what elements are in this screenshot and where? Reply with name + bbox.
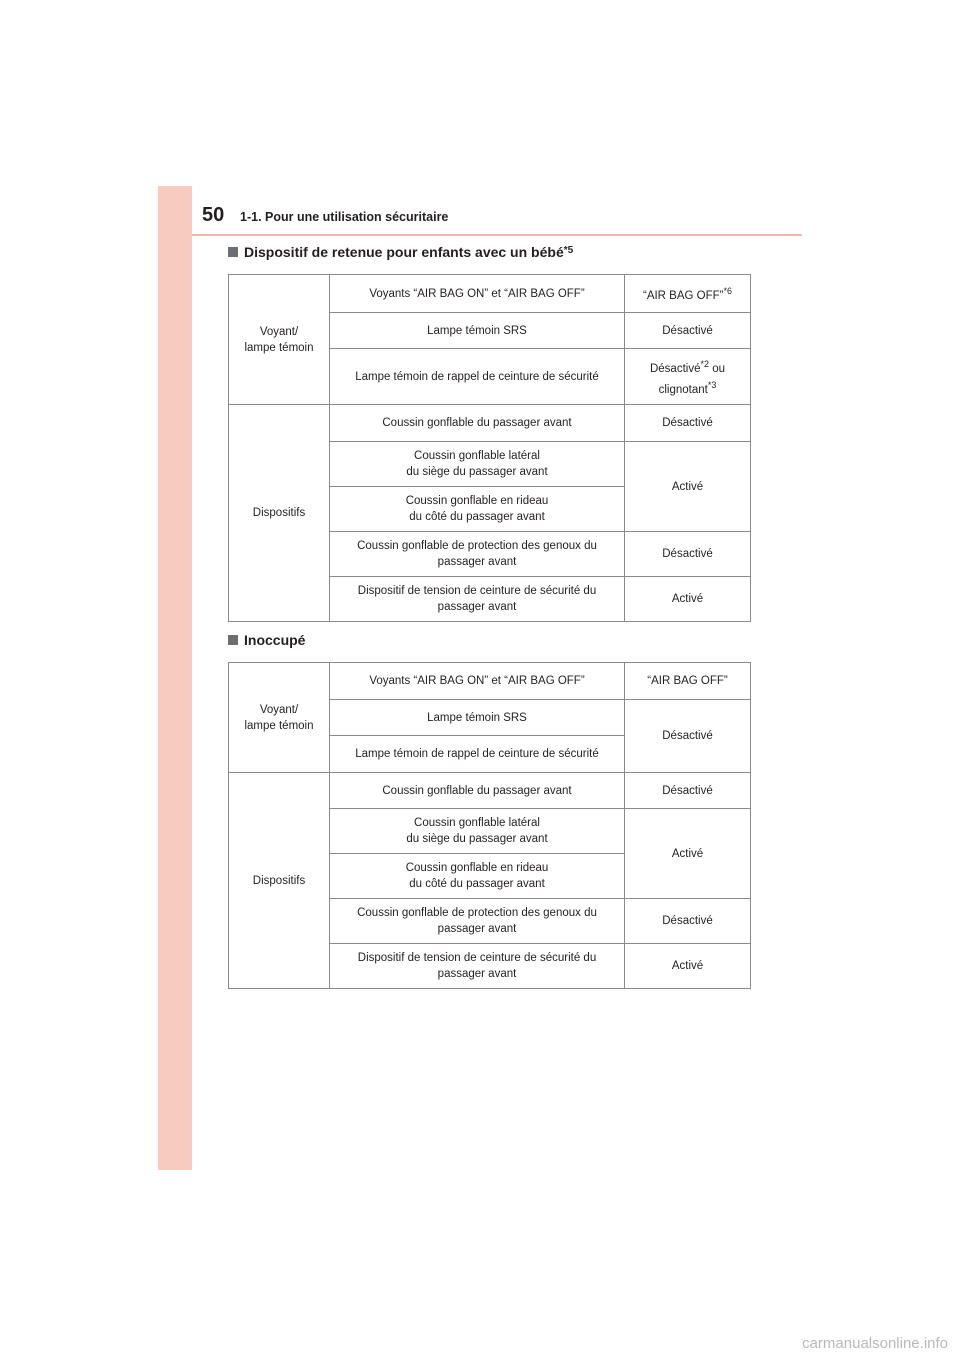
table-cell-value: Activé: [625, 809, 751, 899]
table-cell-label: Lampe témoin SRS: [330, 700, 625, 736]
table-unoccupied: [228, 662, 751, 989]
row-group-devices: Dispositifs: [229, 405, 330, 622]
column-header-value: “AIR BAG OFF”: [625, 663, 751, 700]
row-group-indicator: Voyant/ lampe témoin: [229, 275, 330, 405]
table-cell-value: Activé: [625, 944, 751, 989]
table-infant-seat: [228, 274, 751, 622]
table-cell-value: Activé: [625, 442, 751, 532]
table-cell-label: Coussin gonflable en rideau du côté du passager avant: [330, 487, 625, 532]
subsection-heading-text: Inoccupé: [244, 632, 306, 648]
table-cell-value: Désactivé$^{*2}$ ou clignotant$^{*3}$: [625, 349, 751, 405]
table-cell-value: Désactivé: [625, 700, 751, 773]
subsection-heading-unoccupied: [228, 632, 305, 648]
table-cell-label: Dispositif de tension de ceinture de sécurité du passager avant: [330, 944, 625, 989]
watermark-text: carmanualsonline.info: [802, 1335, 948, 1352]
table-cell-value: Désactivé: [625, 773, 751, 809]
table-cell-label: Coussin gonflable de protection des genoux du passager avant: [330, 532, 625, 577]
table-cell-value: Désactivé: [625, 405, 751, 442]
table-cell-label: Coussin gonflable du passager avant: [330, 405, 625, 442]
square-bullet-icon: [228, 247, 238, 257]
table-cell-value: Activé: [625, 577, 751, 622]
section-title: 1-1. Pour une utilisation sécuritaire: [240, 210, 449, 224]
table-cell-label: Coussin gonflable latéral du siège du passager avant: [330, 442, 625, 487]
table-cell-label: Lampe témoin SRS: [330, 313, 625, 349]
table-cell-label: Coussin gonflable du passager avant: [330, 773, 625, 809]
table-cell-value: Désactivé: [625, 899, 751, 944]
table-cell-label: Lampe témoin de rappel de ceinture de sécurité: [330, 736, 625, 773]
subsection-heading-infant-seat: [228, 244, 573, 260]
column-header-value: “AIR BAG OFF”$^{*6}$: [625, 275, 751, 313]
page-header: [192, 186, 802, 236]
row-group-indicator: Voyant/ lampe témoin: [229, 663, 330, 773]
subsection-heading-text: Dispositif de retenue pour enfants avec un bébé: [244, 244, 564, 260]
table-cell-value: Désactivé: [625, 532, 751, 577]
table-cell-label: Coussin gonflable en rideau du côté du passager avant: [330, 854, 625, 899]
square-bullet-icon: [228, 635, 238, 645]
side-color-band: [158, 186, 192, 1170]
table-cell-label: Dispositif de tension de ceinture de sécurité du passager avant: [330, 577, 625, 622]
footnote-ref: *5: [563, 244, 574, 256]
column-header: Voyants “AIR BAG ON” et “AIR BAG OFF”: [330, 663, 625, 700]
table-cell-label: Coussin gonflable latéral du siège du passager avant: [330, 809, 625, 854]
page-number: 50: [202, 204, 225, 226]
row-group-devices: Dispositifs: [229, 773, 330, 989]
column-header: Voyants “AIR BAG ON” et “AIR BAG OFF”: [330, 275, 625, 313]
table-cell-label: Coussin gonflable de protection des genoux du passager avant: [330, 899, 625, 944]
table-cell-value: Désactivé: [625, 313, 751, 349]
table-cell-label: Lampe témoin de rappel de ceinture de sécurité: [330, 349, 625, 405]
